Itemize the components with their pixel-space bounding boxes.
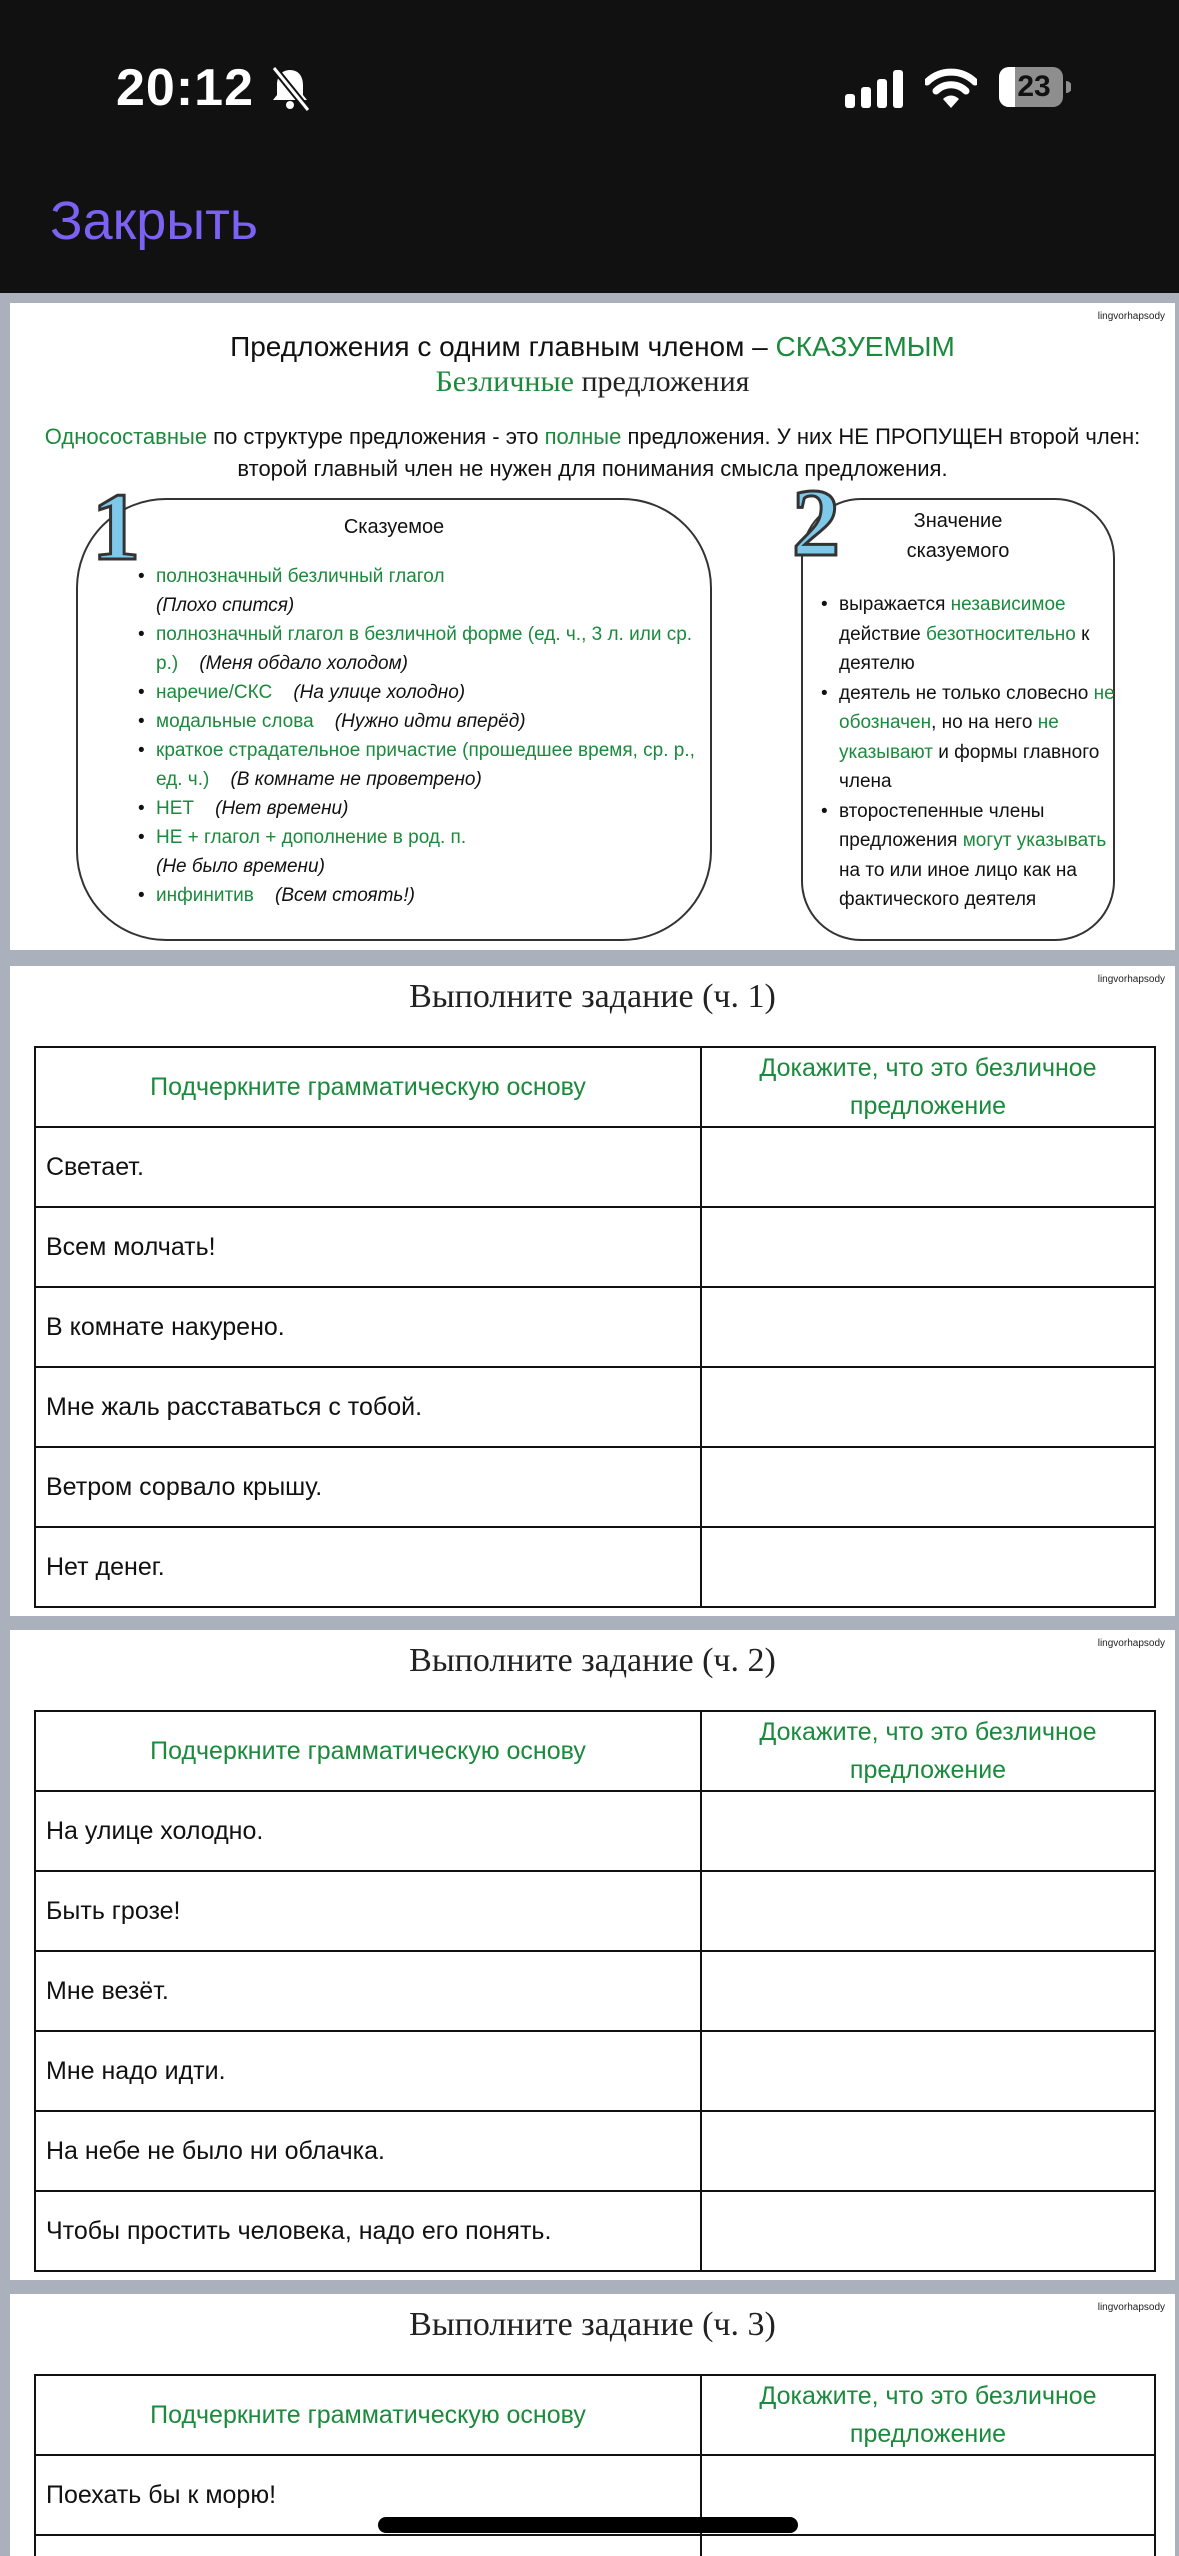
predicate-term: модальные слова bbox=[156, 711, 314, 732]
meaning-text: второстепенные члены предложения bbox=[839, 800, 1045, 851]
subtitle-accent: Безличные bbox=[435, 365, 574, 398]
watermark: lingvorhapsody bbox=[1097, 1638, 1165, 1649]
meaning-list-item bbox=[821, 590, 1121, 679]
answer-cell[interactable] bbox=[701, 2191, 1155, 2271]
predicate-example: (Нужно идти вперёд) bbox=[334, 711, 526, 732]
sentence-cell: Поехать бы к морю! bbox=[35, 2455, 701, 2535]
meaning-text: на то или иное лицо как на фактического деятеля bbox=[839, 859, 1077, 910]
meaning-highlight: не указывают bbox=[839, 712, 1059, 763]
predicate-term: инфинитив bbox=[156, 885, 254, 906]
answer-cell[interactable] bbox=[701, 1791, 1155, 1871]
table-row bbox=[35, 2031, 1155, 2111]
title-accent: СКАЗУЕМЫМ bbox=[775, 331, 955, 362]
meaning-box-title bbox=[803, 506, 1113, 566]
status-time: 20:12 bbox=[116, 59, 254, 117]
meaning-text: выражается bbox=[839, 594, 951, 615]
table-row bbox=[35, 2535, 1155, 2556]
document-viewer[interactable] bbox=[0, 293, 1179, 2556]
table-row bbox=[35, 1951, 1155, 2031]
meaning-text: , но на него bbox=[931, 712, 1038, 733]
predicate-example: (Меня обдало холодом) bbox=[199, 653, 408, 674]
predicate-list-item bbox=[138, 881, 698, 910]
meaning-title-line-2: сказуемого bbox=[906, 540, 1010, 562]
column-header-grammar-basis: Подчеркните грамматическую основу bbox=[35, 1047, 701, 1127]
number-one-icon: 1 bbox=[92, 473, 140, 580]
predicate-list-item bbox=[138, 678, 698, 707]
meaning-text: и формы главного члена bbox=[839, 741, 1100, 792]
answer-cell[interactable] bbox=[701, 1367, 1155, 1447]
table-row bbox=[35, 1527, 1155, 1607]
predicate-example: (На улице холодно) bbox=[293, 682, 466, 703]
watermark: lingvorhapsody bbox=[1097, 2302, 1165, 2313]
sentence-cell: Мне везёт. bbox=[35, 1951, 701, 2031]
task-table-2 bbox=[34, 1710, 1156, 2272]
table-row bbox=[35, 2191, 1155, 2271]
task-title: Выполните задание (ч. 3) bbox=[409, 2306, 776, 2343]
page-subtitle bbox=[10, 365, 1175, 399]
sentence-cell: В комнате накурено. bbox=[35, 1287, 701, 1367]
predicate-box-title: Сказуемое bbox=[343, 516, 445, 538]
predicate-list-item bbox=[138, 823, 698, 881]
table-row bbox=[35, 1447, 1155, 1527]
column-header-prove-impersonal: Докажите, что это безличное предложение bbox=[701, 1047, 1155, 1127]
sentence-cell bbox=[35, 2535, 701, 2556]
predicate-list-item bbox=[138, 794, 698, 823]
predicate-example: (Нет времени) bbox=[215, 798, 349, 819]
meaning-highlight: не обозначен bbox=[839, 682, 1115, 733]
meaning-highlight: независимое bbox=[950, 594, 1066, 615]
sentence-cell: На улице холодно. bbox=[35, 1791, 701, 1871]
cellular-signal-icon bbox=[845, 70, 907, 108]
predicate-term: НЕ + глагол + дополнение в род. п. bbox=[156, 827, 467, 848]
meaning-list bbox=[821, 590, 1121, 915]
table-header-row bbox=[35, 1047, 1155, 1127]
table-row bbox=[35, 1791, 1155, 1871]
table-row bbox=[35, 1207, 1155, 1287]
watermark: lingvorhapsody bbox=[1097, 974, 1165, 985]
answer-cell[interactable] bbox=[701, 1287, 1155, 1367]
sentence-cell: Быть грозе! bbox=[35, 1871, 701, 1951]
task-table-1 bbox=[34, 1046, 1156, 1608]
table-row bbox=[35, 1127, 1155, 1207]
sentence-cell: Нет денег. bbox=[35, 1527, 701, 1607]
page-title bbox=[10, 331, 1175, 363]
meaning-highlight: безотносительно bbox=[926, 623, 1076, 645]
sentence-cell: На небе не было ни облачка. bbox=[35, 2111, 701, 2191]
predicate-term: полнозначный глагол в безличной форме (ед. ч., 3 л. или ср. р.) bbox=[156, 624, 693, 674]
meaning-highlight: могут указывать bbox=[962, 830, 1107, 851]
meaning-list-item bbox=[821, 679, 1121, 797]
subtitle-rest: предложения bbox=[573, 365, 750, 398]
status-bar bbox=[0, 0, 1179, 251]
page-2 bbox=[10, 966, 1175, 1616]
bell-slash-icon bbox=[268, 66, 312, 112]
sentence-cell: Чтобы простить человека, надо его понять. bbox=[35, 2191, 701, 2271]
predicate-list-item bbox=[138, 707, 698, 736]
meaning-list-item bbox=[821, 797, 1121, 915]
title-prefix: Предложения с одним главным членом – bbox=[230, 331, 776, 362]
predicate-term: НЕТ bbox=[156, 798, 194, 819]
predicate-term: наречие/СКС bbox=[156, 682, 273, 703]
intro-paragraph bbox=[40, 421, 1145, 485]
predicate-list bbox=[138, 562, 698, 910]
sentence-cell: Мне надо идти. bbox=[35, 2031, 701, 2111]
predicate-list-item bbox=[138, 620, 698, 678]
answer-cell[interactable] bbox=[701, 1951, 1155, 2031]
page-1 bbox=[10, 303, 1175, 950]
predicate-example: (В комнате не проветрено) bbox=[230, 769, 482, 790]
column-header-prove-impersonal: Докажите, что это безличное предложение bbox=[701, 1711, 1155, 1791]
watermark: lingvorhapsody bbox=[1097, 311, 1165, 322]
sentence-cell: Всем молчать! bbox=[35, 1207, 701, 1287]
table-header-row bbox=[35, 2375, 1155, 2455]
meaning-text: деятель не только словесно bbox=[839, 682, 1094, 704]
answer-cell[interactable] bbox=[701, 1527, 1155, 1607]
predicate-term: краткое страдательное причастие (прошедшее время, ср. р., ед. ч.) bbox=[156, 740, 695, 790]
intro-text-1: по структуре предложения - это bbox=[207, 424, 545, 449]
close-button[interactable]: Закрыть bbox=[50, 191, 258, 251]
table-row bbox=[35, 2111, 1155, 2191]
meaning-text: действие bbox=[839, 623, 927, 645]
home-indicator[interactable] bbox=[378, 2517, 798, 2533]
sentence-cell: Ветром сорвало крышу. bbox=[35, 1447, 701, 1527]
task-title: Выполните задание (ч. 2) bbox=[409, 1642, 776, 1679]
answer-cell[interactable] bbox=[701, 1207, 1155, 1287]
intro-term-1: Односоставные bbox=[44, 424, 208, 449]
answer-cell[interactable] bbox=[701, 1127, 1155, 1207]
column-header-grammar-basis: Подчеркните грамматическую основу bbox=[35, 1711, 701, 1791]
answer-cell[interactable] bbox=[701, 2535, 1155, 2556]
meaning-text: к деятелю bbox=[839, 623, 1090, 674]
answer-cell[interactable] bbox=[701, 2031, 1155, 2111]
column-header-grammar-basis: Подчеркните грамматическую основу bbox=[35, 2375, 701, 2455]
predicate-box bbox=[76, 498, 712, 941]
column-header-prove-impersonal: Докажите, что это безличное предложение bbox=[701, 2375, 1155, 2455]
predicate-example: (Плохо спится) bbox=[156, 595, 295, 616]
predicate-list-item bbox=[138, 736, 698, 794]
predicate-list-item bbox=[138, 562, 698, 620]
answer-cell[interactable] bbox=[701, 2111, 1155, 2191]
table-row bbox=[35, 1367, 1155, 1447]
table-row bbox=[35, 1287, 1155, 1367]
sentence-cell: Мне жаль расставаться с тобой. bbox=[35, 1367, 701, 1447]
page-3 bbox=[10, 1630, 1175, 2280]
meaning-box bbox=[801, 498, 1115, 941]
intro-term-2: полные bbox=[544, 424, 622, 449]
table-row bbox=[35, 1871, 1155, 1951]
answer-cell[interactable] bbox=[701, 1447, 1155, 1527]
battery-level: 23 bbox=[1017, 70, 1051, 103]
predicate-example: (Не было времени) bbox=[156, 856, 325, 877]
meaning-title-line-1: Значение bbox=[913, 510, 1003, 532]
predicate-example: (Всем стоять!) bbox=[275, 885, 415, 906]
sentence-cell: Светает. bbox=[35, 1127, 701, 1207]
predicate-term: полнозначный безличный глагол bbox=[156, 566, 445, 587]
table-header-row bbox=[35, 1711, 1155, 1791]
task-title: Выполните задание (ч. 1) bbox=[409, 978, 776, 1015]
intro-text-2: предложения. У них НЕ ПРОПУЩЕН второй член: второй главный член не нужен для понимания смысла предложения. bbox=[237, 424, 1141, 481]
number-two-icon: 2 bbox=[792, 469, 840, 576]
wifi-icon bbox=[925, 68, 977, 108]
answer-cell[interactable] bbox=[701, 1871, 1155, 1951]
